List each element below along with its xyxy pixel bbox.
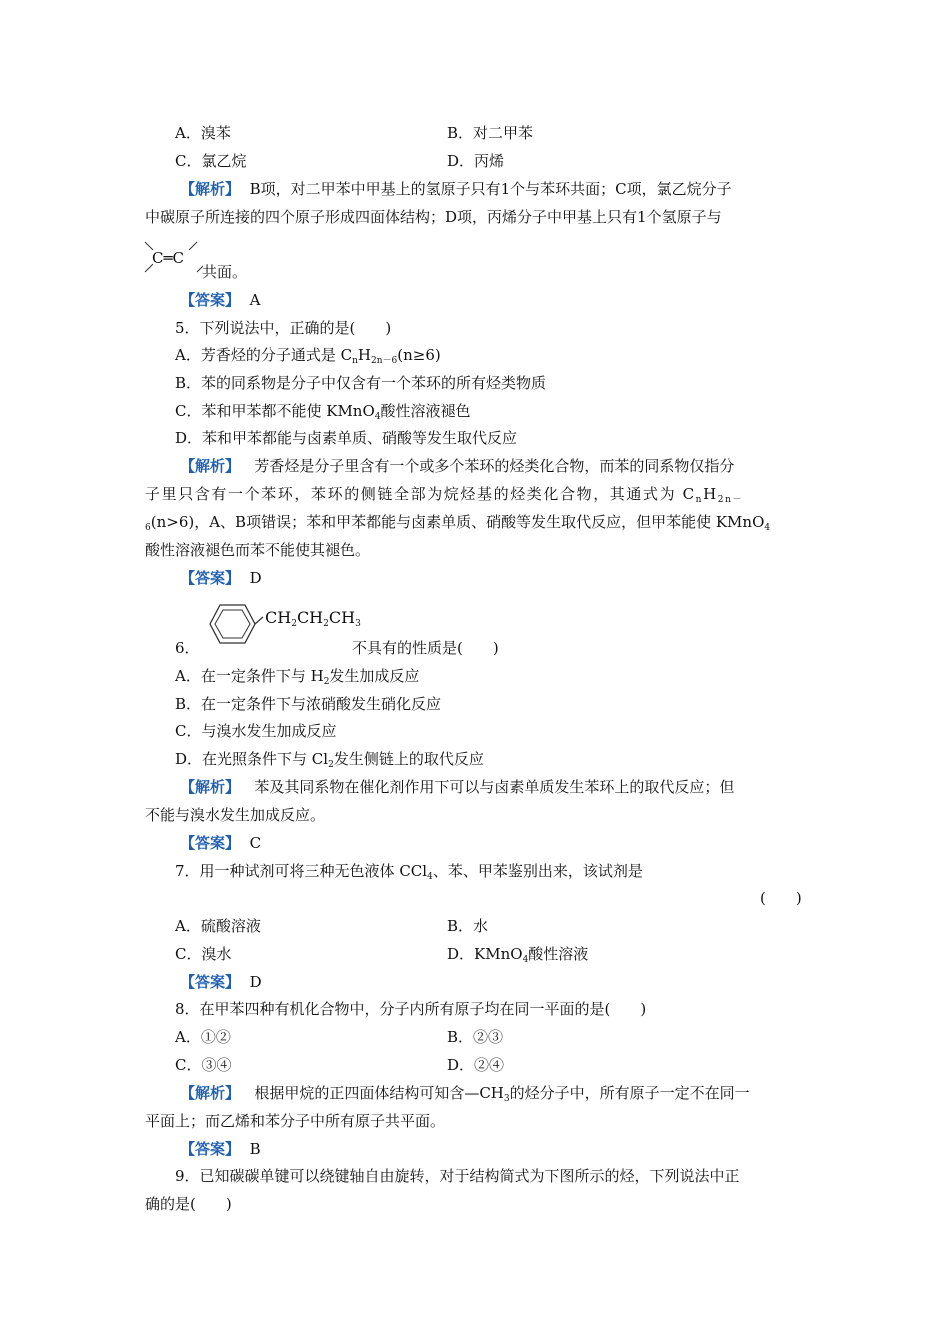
answer-value: A: [249, 291, 261, 309]
q7-answer-paren: ( ): [760, 889, 802, 907]
q5-analysis-line-2: 子里只含有一个苯环，苯环的侧链全部为烷烃基的烃类化合物，其通式为 $C_nH_{2n-}$: [145, 485, 744, 505]
q6-analysis-line-2: 不能与溴水发生加成反应。: [145, 806, 326, 824]
q8-analysis-line-1: 【解析】 根据甲烷的正四面体结构可知含$—CH_3$的烃分子中，所有原子一定不在同一: [180, 1084, 750, 1104]
q7-option-d: D．KMnO$_4$酸性溶液: [447, 945, 589, 965]
q4-answer: [180, 290, 260, 310]
q6-option-a: A．在一定条件下与 $H_2$发生加成反应: [175, 667, 420, 687]
q7-answer: [180, 972, 262, 992]
q5-answer: [180, 568, 262, 588]
q5-option-b: B．苯的同系物是分子中仅含有一个苯环的所有烃类物质: [175, 374, 547, 392]
q7-option-b: B．水: [447, 917, 489, 935]
q4-option-c: C．氯乙烷: [175, 152, 247, 170]
q6-option-d: D．在光照条件下与 $Cl_2$发生侧链上的取代反应: [175, 750, 484, 770]
q6-number: 6．: [175, 639, 200, 657]
q6-option-c: C．与溴水发生加成反应: [175, 722, 337, 740]
q5-option-d: D．苯和甲苯都能与卤素单质、硝酸等发生取代反应: [175, 429, 518, 447]
analysis-text: B项，对二甲苯中甲基上的氢原子只有1个与苯环共面；C项，氯乙烷分子: [249, 180, 732, 198]
q5-analysis-line-1: 【解析】 芳香烃是分子里含有一个或多个苯环的烃类化合物，而苯的同系物仅指分: [180, 457, 735, 475]
q8-option-a: A．①②: [175, 1028, 231, 1046]
q5-option-a: A．芳香烃的分子通式是 $C_nH_{2n-6}(n\ge 6)$: [175, 346, 441, 366]
analysis-tag: 【解析】: [180, 180, 241, 198]
q4-option-b: B．对二甲苯: [447, 124, 534, 142]
answer-value: D: [249, 973, 262, 991]
analysis-tag: 【解析】: [180, 1084, 241, 1102]
q4-option-d: D．丙烯: [447, 152, 505, 170]
q4-analysis-line-2: 中碳原子所连接的四个原子形成四面体结构；D项，丙烯分子中甲基上只有1个氢原子与: [145, 208, 722, 226]
q7-option-c: C．溴水: [175, 945, 232, 963]
q7-stem: 7．用一种试剂可将三种无色液体 CCl$_4$、苯、甲苯鉴别出来，该试剂是: [175, 862, 643, 882]
q4-analysis-line-1: [180, 179, 732, 199]
q6-analysis-line-1: 【解析】 苯及其同系物在催化剂作用下可以与卤素单质发生苯环上的取代反应；但: [180, 778, 735, 796]
q4-analysis-line-3: 共面。: [202, 263, 248, 281]
analysis-tag: 【解析】: [180, 778, 241, 796]
q9-stem-line-2: 确的是( ): [145, 1195, 232, 1213]
q8-option-b: B．②③: [447, 1028, 504, 1046]
q5-stem: 5．下列说法中，正确的是( ): [175, 319, 392, 337]
q6-answer: [180, 833, 261, 853]
q8-answer: [180, 1139, 261, 1159]
q4-option-a: A．溴苯: [175, 124, 231, 142]
q6-stem: 不具有的性质是( ): [352, 639, 499, 657]
answer-value: B: [249, 1140, 261, 1158]
q5-analysis-line-4: 酸性溶液褪色而苯不能使其褪色。: [145, 541, 371, 559]
benzene-ring-icon: [200, 598, 270, 650]
answer-tag: 【答案】: [180, 569, 241, 587]
answer-tag: 【答案】: [180, 973, 241, 991]
answer-value: C: [249, 834, 262, 852]
q6-option-b: B．在一定条件下与浓硝酸发生硝化反应: [175, 695, 442, 713]
answer-tag: 【答案】: [180, 1140, 241, 1158]
analysis-tag: 【解析】: [180, 457, 241, 475]
q8-stem: 8．在甲苯四种有机化合物中，分子内所有原子均在同一平面的是( ): [175, 1000, 647, 1018]
q5-option-c: C．苯和甲苯都不能使 KMnO$_4$酸性溶液褪色: [175, 402, 471, 422]
q8-option-d: D．②④: [447, 1056, 505, 1074]
q8-analysis-line-2: 平面上；而乙烯和苯分子中所有原子共平面。: [145, 1112, 446, 1130]
alkene-label: C═C: [152, 249, 184, 267]
answer-tag: 【答案】: [180, 834, 241, 852]
q5-analysis-line-3: $_6$(n>6)，A、B项错误；苯和甲苯都能与卤素单质、硝酸等发生取代反应，但甲苯能使 KMnO$_4$: [145, 513, 771, 533]
side-chain-label: $CH_2CH_2CH_3$: [265, 608, 361, 629]
answer-tag: 【答案】: [180, 291, 241, 309]
q7-option-a: A．硫酸溶液: [175, 917, 261, 935]
answer-value: D: [249, 569, 262, 587]
q8-option-c: C．③④: [175, 1056, 232, 1074]
q9-stem-line-1: 9．已知碳碳单键可以绕键轴自由旋转，对于结构简式为下图所示的烃，下列说法中正: [175, 1167, 740, 1185]
